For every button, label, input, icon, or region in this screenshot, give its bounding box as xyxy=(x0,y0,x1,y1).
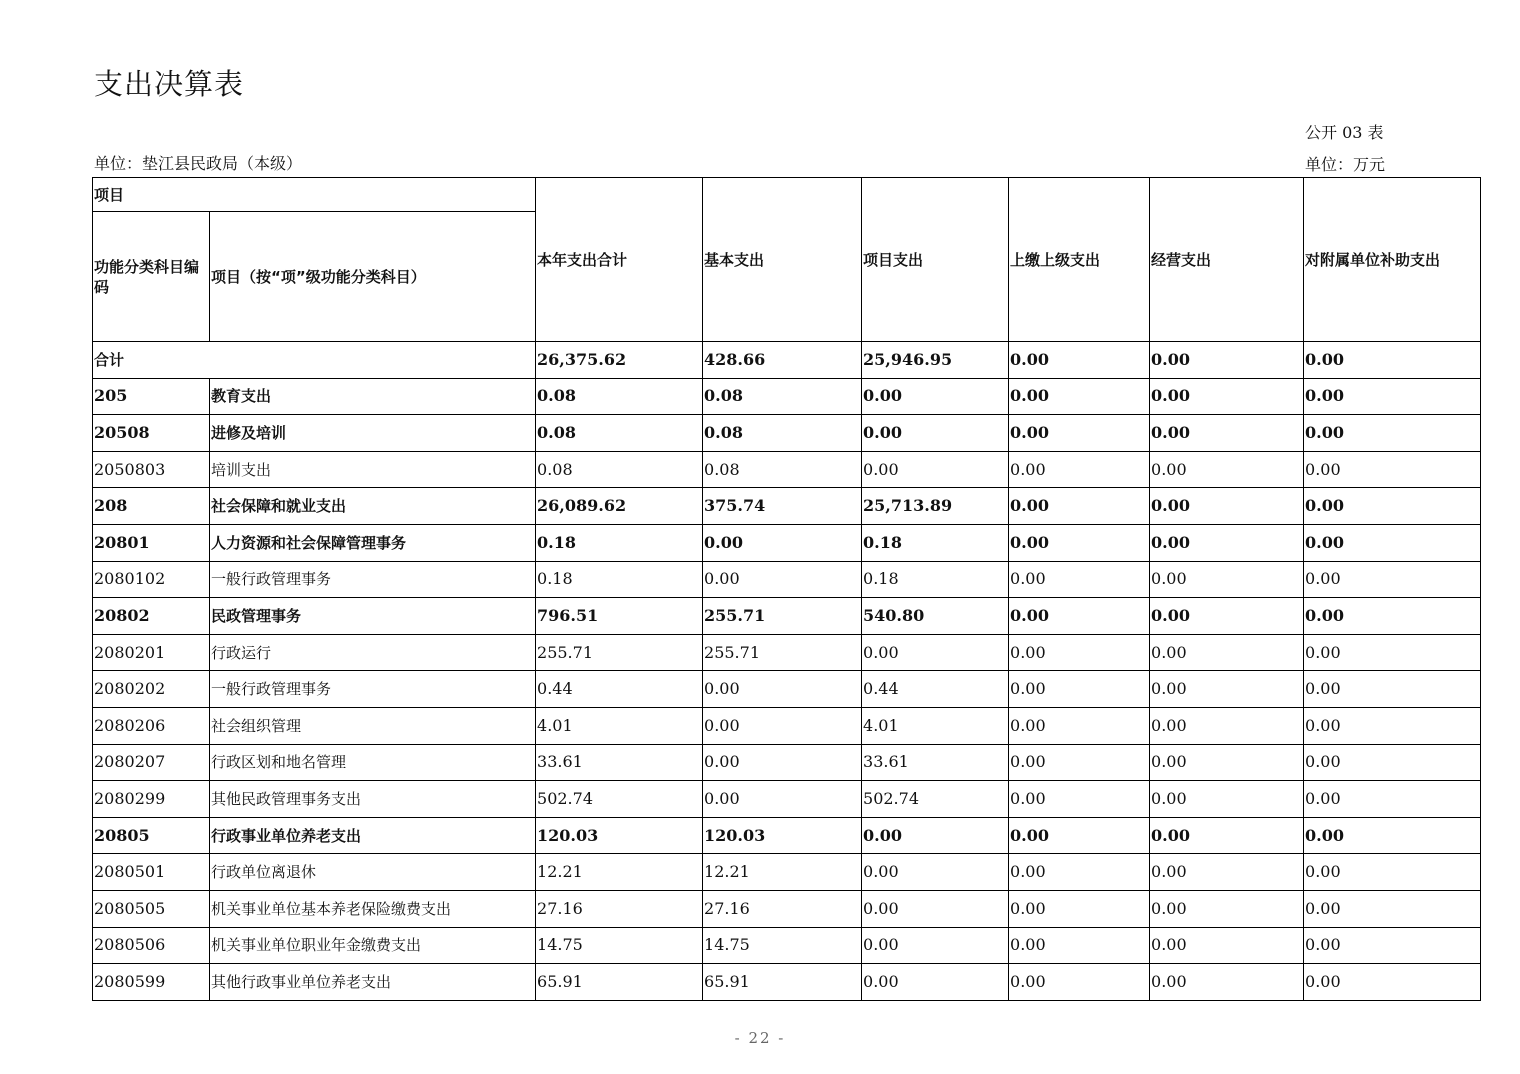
business-cell: 0.00 xyxy=(1150,524,1304,561)
business-cell: 0.00 xyxy=(1150,781,1304,818)
form-number: 公开 03 表 xyxy=(1305,123,1384,142)
code-cell: 2050803 xyxy=(93,451,210,488)
business-cell: 0.00 xyxy=(1150,744,1304,781)
table-row xyxy=(93,817,1481,854)
subsidy-cell: 0.00 xyxy=(1304,342,1481,379)
basic-cell: 14.75 xyxy=(703,927,862,964)
table-row xyxy=(93,707,1481,744)
code-cell: 2080102 xyxy=(93,561,210,598)
total-cell: 27.16 xyxy=(536,890,703,927)
header-project: 项目支出 xyxy=(862,178,1009,342)
header-code: 功能分类科目编码 xyxy=(93,212,210,342)
table-row xyxy=(93,415,1481,452)
code-cell: 208 xyxy=(93,488,210,525)
basic-cell: 0.00 xyxy=(703,781,862,818)
total-cell: 26,089.62 xyxy=(536,488,703,525)
upper-cell: 0.00 xyxy=(1009,561,1150,598)
code-cell: 20805 xyxy=(93,817,210,854)
project-cell: 0.00 xyxy=(862,964,1009,1001)
project-cell: 25,713.89 xyxy=(862,488,1009,525)
header-upper: 上缴上级支出 xyxy=(1009,178,1150,342)
table-row xyxy=(93,561,1481,598)
project-cell: 0.00 xyxy=(862,378,1009,415)
code-cell: 205 xyxy=(93,378,210,415)
basic-cell: 255.71 xyxy=(703,598,862,635)
total-cell: 0.18 xyxy=(536,561,703,598)
total-cell: 14.75 xyxy=(536,927,703,964)
upper-cell: 0.00 xyxy=(1009,707,1150,744)
code-cell: 2080299 xyxy=(93,781,210,818)
code-cell: 2080201 xyxy=(93,634,210,671)
business-cell: 0.00 xyxy=(1150,598,1304,635)
table-row xyxy=(93,451,1481,488)
table-row xyxy=(93,854,1481,891)
total-cell: 65.91 xyxy=(536,964,703,1001)
project-cell: 0.18 xyxy=(862,524,1009,561)
header-basic: 基本支出 xyxy=(703,178,862,342)
upper-cell: 0.00 xyxy=(1009,488,1150,525)
name-cell: 行政事业单位养老支出 xyxy=(210,817,536,854)
expenditure-table xyxy=(92,177,1481,1001)
code-cell: 20508 xyxy=(93,415,210,452)
business-cell: 0.00 xyxy=(1150,451,1304,488)
code-cell: 2080207 xyxy=(93,744,210,781)
project-cell: 4.01 xyxy=(862,707,1009,744)
subsidy-cell: 0.00 xyxy=(1304,451,1481,488)
page-number: - 22 - xyxy=(734,1029,786,1047)
name-cell: 其他行政事业单位养老支出 xyxy=(210,964,536,1001)
basic-cell: 0.08 xyxy=(703,378,862,415)
project-cell: 0.00 xyxy=(862,854,1009,891)
code-cell: 20801 xyxy=(93,524,210,561)
business-cell: 0.00 xyxy=(1150,854,1304,891)
total-cell: 0.18 xyxy=(536,524,703,561)
subsidy-cell: 0.00 xyxy=(1304,964,1481,1001)
upper-cell: 0.00 xyxy=(1009,781,1150,818)
business-cell: 0.00 xyxy=(1150,890,1304,927)
basic-cell: 255.71 xyxy=(703,634,862,671)
subsidy-cell: 0.00 xyxy=(1304,561,1481,598)
project-cell: 502.74 xyxy=(862,781,1009,818)
reporting-unit: 单位：垫江县民政局（本级） xyxy=(94,154,303,173)
basic-cell: 27.16 xyxy=(703,890,862,927)
business-cell: 0.00 xyxy=(1150,634,1304,671)
upper-cell: 0.00 xyxy=(1009,890,1150,927)
total-cell: 0.08 xyxy=(536,415,703,452)
total-cell: 502.74 xyxy=(536,781,703,818)
table-row xyxy=(93,890,1481,927)
table-row xyxy=(93,744,1481,781)
business-cell: 0.00 xyxy=(1150,707,1304,744)
project-cell: 0.00 xyxy=(862,817,1009,854)
total-cell: 33.61 xyxy=(536,744,703,781)
code-cell: 2080599 xyxy=(93,964,210,1001)
business-cell: 0.00 xyxy=(1150,671,1304,708)
total-cell: 26,375.62 xyxy=(536,342,703,379)
project-cell: 0.00 xyxy=(862,634,1009,671)
header-item: 项目 xyxy=(93,178,536,212)
subsidy-cell: 0.00 xyxy=(1304,744,1481,781)
subsidy-cell: 0.00 xyxy=(1304,598,1481,635)
name-cell: 进修及培训 xyxy=(210,415,536,452)
upper-cell: 0.00 xyxy=(1009,415,1150,452)
name-cell: 其他民政管理事务支出 xyxy=(210,781,536,818)
total-label: 合计 xyxy=(93,342,536,379)
name-cell: 社会组织管理 xyxy=(210,707,536,744)
subsidy-cell: 0.00 xyxy=(1304,671,1481,708)
header-subsidy: 对附属单位补助支出 xyxy=(1304,178,1481,342)
header-business: 经营支出 xyxy=(1150,178,1304,342)
total-cell: 4.01 xyxy=(536,707,703,744)
project-cell: 0.00 xyxy=(862,927,1009,964)
table-row xyxy=(93,378,1481,415)
upper-cell: 0.00 xyxy=(1009,342,1150,379)
code-cell: 2080206 xyxy=(93,707,210,744)
upper-cell: 0.00 xyxy=(1009,817,1150,854)
currency-unit: 单位：万元 xyxy=(1305,155,1386,174)
project-cell: 0.00 xyxy=(862,451,1009,488)
project-cell: 33.61 xyxy=(862,744,1009,781)
basic-cell: 0.00 xyxy=(703,671,862,708)
code-cell: 20802 xyxy=(93,598,210,635)
upper-cell: 0.00 xyxy=(1009,451,1150,488)
name-cell: 培训支出 xyxy=(210,451,536,488)
basic-cell: 120.03 xyxy=(703,817,862,854)
name-cell: 教育支出 xyxy=(210,378,536,415)
name-cell: 一般行政管理事务 xyxy=(210,671,536,708)
table-row xyxy=(93,488,1481,525)
basic-cell: 0.00 xyxy=(703,561,862,598)
name-cell: 一般行政管理事务 xyxy=(210,561,536,598)
header-row-item xyxy=(93,178,1481,212)
business-cell: 0.00 xyxy=(1150,342,1304,379)
total-row xyxy=(93,342,1481,379)
project-cell: 0.44 xyxy=(862,671,1009,708)
table-row xyxy=(93,927,1481,964)
subsidy-cell: 0.00 xyxy=(1304,707,1481,744)
subsidy-cell: 0.00 xyxy=(1304,781,1481,818)
project-cell: 25,946.95 xyxy=(862,342,1009,379)
upper-cell: 0.00 xyxy=(1009,378,1150,415)
name-cell: 行政单位离退休 xyxy=(210,854,536,891)
subsidy-cell: 0.00 xyxy=(1304,854,1481,891)
subsidy-cell: 0.00 xyxy=(1304,378,1481,415)
name-cell: 人力资源和社会保障管理事务 xyxy=(210,524,536,561)
code-cell: 2080505 xyxy=(93,890,210,927)
total-cell: 0.44 xyxy=(536,671,703,708)
table-row xyxy=(93,598,1481,635)
upper-cell: 0.00 xyxy=(1009,744,1150,781)
table-row xyxy=(93,634,1481,671)
subsidy-cell: 0.00 xyxy=(1304,634,1481,671)
name-cell: 社会保障和就业支出 xyxy=(210,488,536,525)
subsidy-cell: 0.00 xyxy=(1304,817,1481,854)
basic-cell: 0.00 xyxy=(703,524,862,561)
code-cell: 2080202 xyxy=(93,671,210,708)
business-cell: 0.00 xyxy=(1150,817,1304,854)
total-cell: 0.08 xyxy=(536,451,703,488)
page-title: 支出决算表 xyxy=(94,67,245,101)
table-row xyxy=(93,524,1481,561)
basic-cell: 12.21 xyxy=(703,854,862,891)
basic-cell: 0.08 xyxy=(703,451,862,488)
name-cell: 行政区划和地名管理 xyxy=(210,744,536,781)
header-total: 本年支出合计 xyxy=(536,178,703,342)
business-cell: 0.00 xyxy=(1150,561,1304,598)
upper-cell: 0.00 xyxy=(1009,854,1150,891)
upper-cell: 0.00 xyxy=(1009,634,1150,671)
total-cell: 12.21 xyxy=(536,854,703,891)
total-cell: 796.51 xyxy=(536,598,703,635)
business-cell: 0.00 xyxy=(1150,415,1304,452)
code-cell: 2080501 xyxy=(93,854,210,891)
subsidy-cell: 0.00 xyxy=(1304,890,1481,927)
name-cell: 行政运行 xyxy=(210,634,536,671)
project-cell: 540.80 xyxy=(862,598,1009,635)
basic-cell: 0.00 xyxy=(703,707,862,744)
upper-cell: 0.00 xyxy=(1009,927,1150,964)
name-cell: 民政管理事务 xyxy=(210,598,536,635)
subsidy-cell: 0.00 xyxy=(1304,415,1481,452)
header-name: 项目（按“项”级功能分类科目） xyxy=(210,212,536,342)
project-cell: 0.18 xyxy=(862,561,1009,598)
total-cell: 255.71 xyxy=(536,634,703,671)
basic-cell: 0.08 xyxy=(703,415,862,452)
subsidy-cell: 0.00 xyxy=(1304,488,1481,525)
total-cell: 120.03 xyxy=(536,817,703,854)
basic-cell: 65.91 xyxy=(703,964,862,1001)
project-cell: 0.00 xyxy=(862,415,1009,452)
table-row xyxy=(93,671,1481,708)
name-cell: 机关事业单位基本养老保险缴费支出 xyxy=(210,890,536,927)
code-cell: 2080506 xyxy=(93,927,210,964)
table-row xyxy=(93,964,1481,1001)
upper-cell: 0.00 xyxy=(1009,598,1150,635)
business-cell: 0.00 xyxy=(1150,488,1304,525)
business-cell: 0.00 xyxy=(1150,964,1304,1001)
basic-cell: 375.74 xyxy=(703,488,862,525)
basic-cell: 0.00 xyxy=(703,744,862,781)
subsidy-cell: 0.00 xyxy=(1304,524,1481,561)
business-cell: 0.00 xyxy=(1150,927,1304,964)
subsidy-cell: 0.00 xyxy=(1304,927,1481,964)
business-cell: 0.00 xyxy=(1150,378,1304,415)
basic-cell: 428.66 xyxy=(703,342,862,379)
upper-cell: 0.00 xyxy=(1009,524,1150,561)
upper-cell: 0.00 xyxy=(1009,671,1150,708)
name-cell: 机关事业单位职业年金缴费支出 xyxy=(210,927,536,964)
table-row xyxy=(93,781,1481,818)
project-cell: 0.00 xyxy=(862,890,1009,927)
total-cell: 0.08 xyxy=(536,378,703,415)
upper-cell: 0.00 xyxy=(1009,964,1150,1001)
